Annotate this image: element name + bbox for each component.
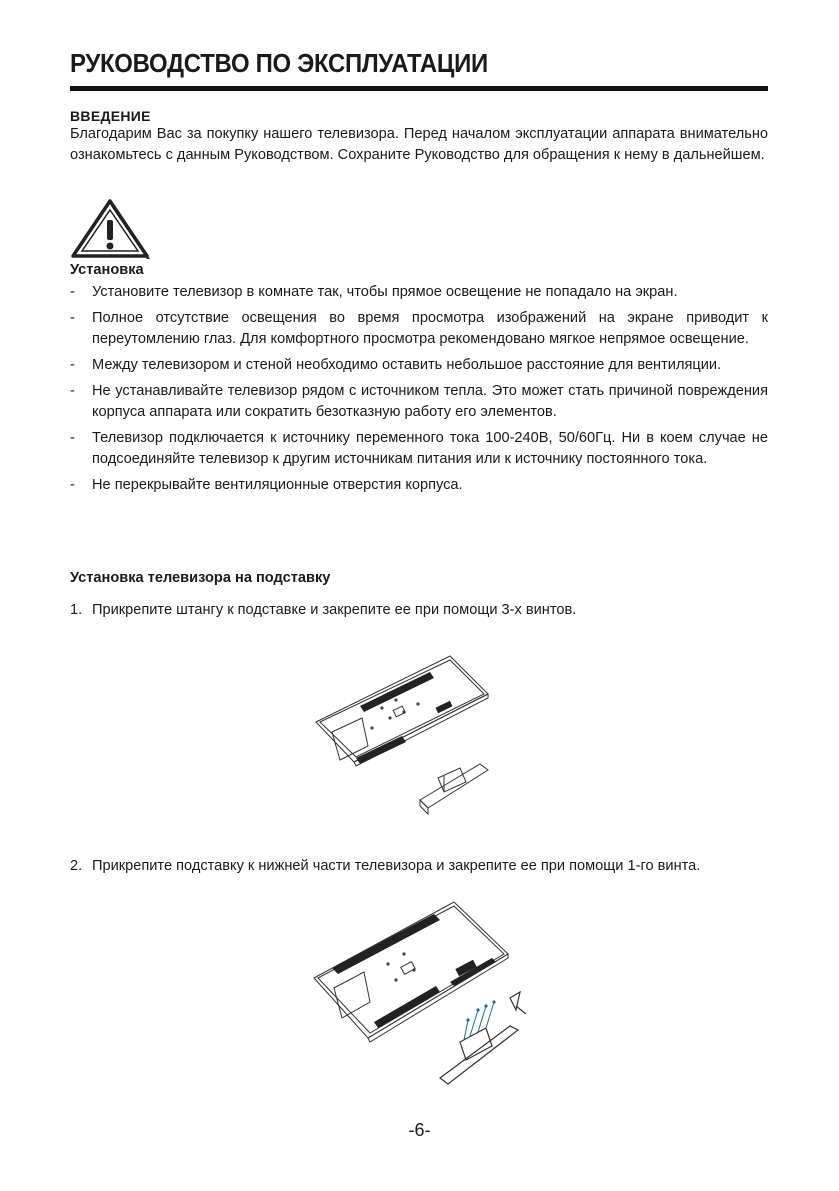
page-title: РУКОВОДСТВО ПО ЭКСПЛУАТАЦИИ [70,48,488,78]
list-item: - Установите телевизор в комнате так, чтобы прямое освещение не попадало на экран. [70,284,678,300]
step-1: 1. Прикрепите штангу к подставке и закрепите ее при помощи 3-х винтов. [70,602,577,618]
figure-stand-step-2 [310,898,535,1088]
list-item: - Не перекрывайте вентиляционные отверстия корпуса. [70,477,463,493]
step-2: 2. Прикрепите подставку к нижней части телевизора и закрепите ее при помощи 1-го винта. [70,858,701,874]
warning-triangle-icon [70,198,150,260]
intro-text: Благодарим Вас за покупку нашего телевизора. Перед началом эксплуатации аппарата внимательно ознакомьтесь с данным Руководством. Сохраните Руководство для обращения к нему в дальнейшем. [70,126,768,163]
intro-heading: ВВЕДЕНИЕ [70,108,151,124]
page-number: -6- [408,1120,431,1140]
stand-heading: Установка телевизора на подставку [70,570,331,586]
list-item: - Не устанавливайте телевизор рядом с источником тепла. Это может стать причиной повреждения корпуса аппарата или сократить безотказную работу его элементов. [70,383,768,420]
list-item: - Между телевизором и стеной необходимо оставить небольшое расстояние для вентиляции. [70,357,722,373]
list-item: - Телевизор подключается к источнику переменного тока 100-240В, 50/60Гц. Ни в коем случае не подсоединяйте телевизор к другим источникам питания или к источнику постоянного тока. [70,430,768,467]
list-item: - Полное отсутствие освещения во время просмотра изображений на экране приводит к переутомлению глаз. Для комфортного просмотра рекомендовано мягкое непрямое освещение. [70,310,768,347]
title-rule [70,86,768,91]
figure-stand-step-1 [310,650,500,820]
installation-list [70,282,768,501]
installation-heading: Установка [70,262,144,278]
